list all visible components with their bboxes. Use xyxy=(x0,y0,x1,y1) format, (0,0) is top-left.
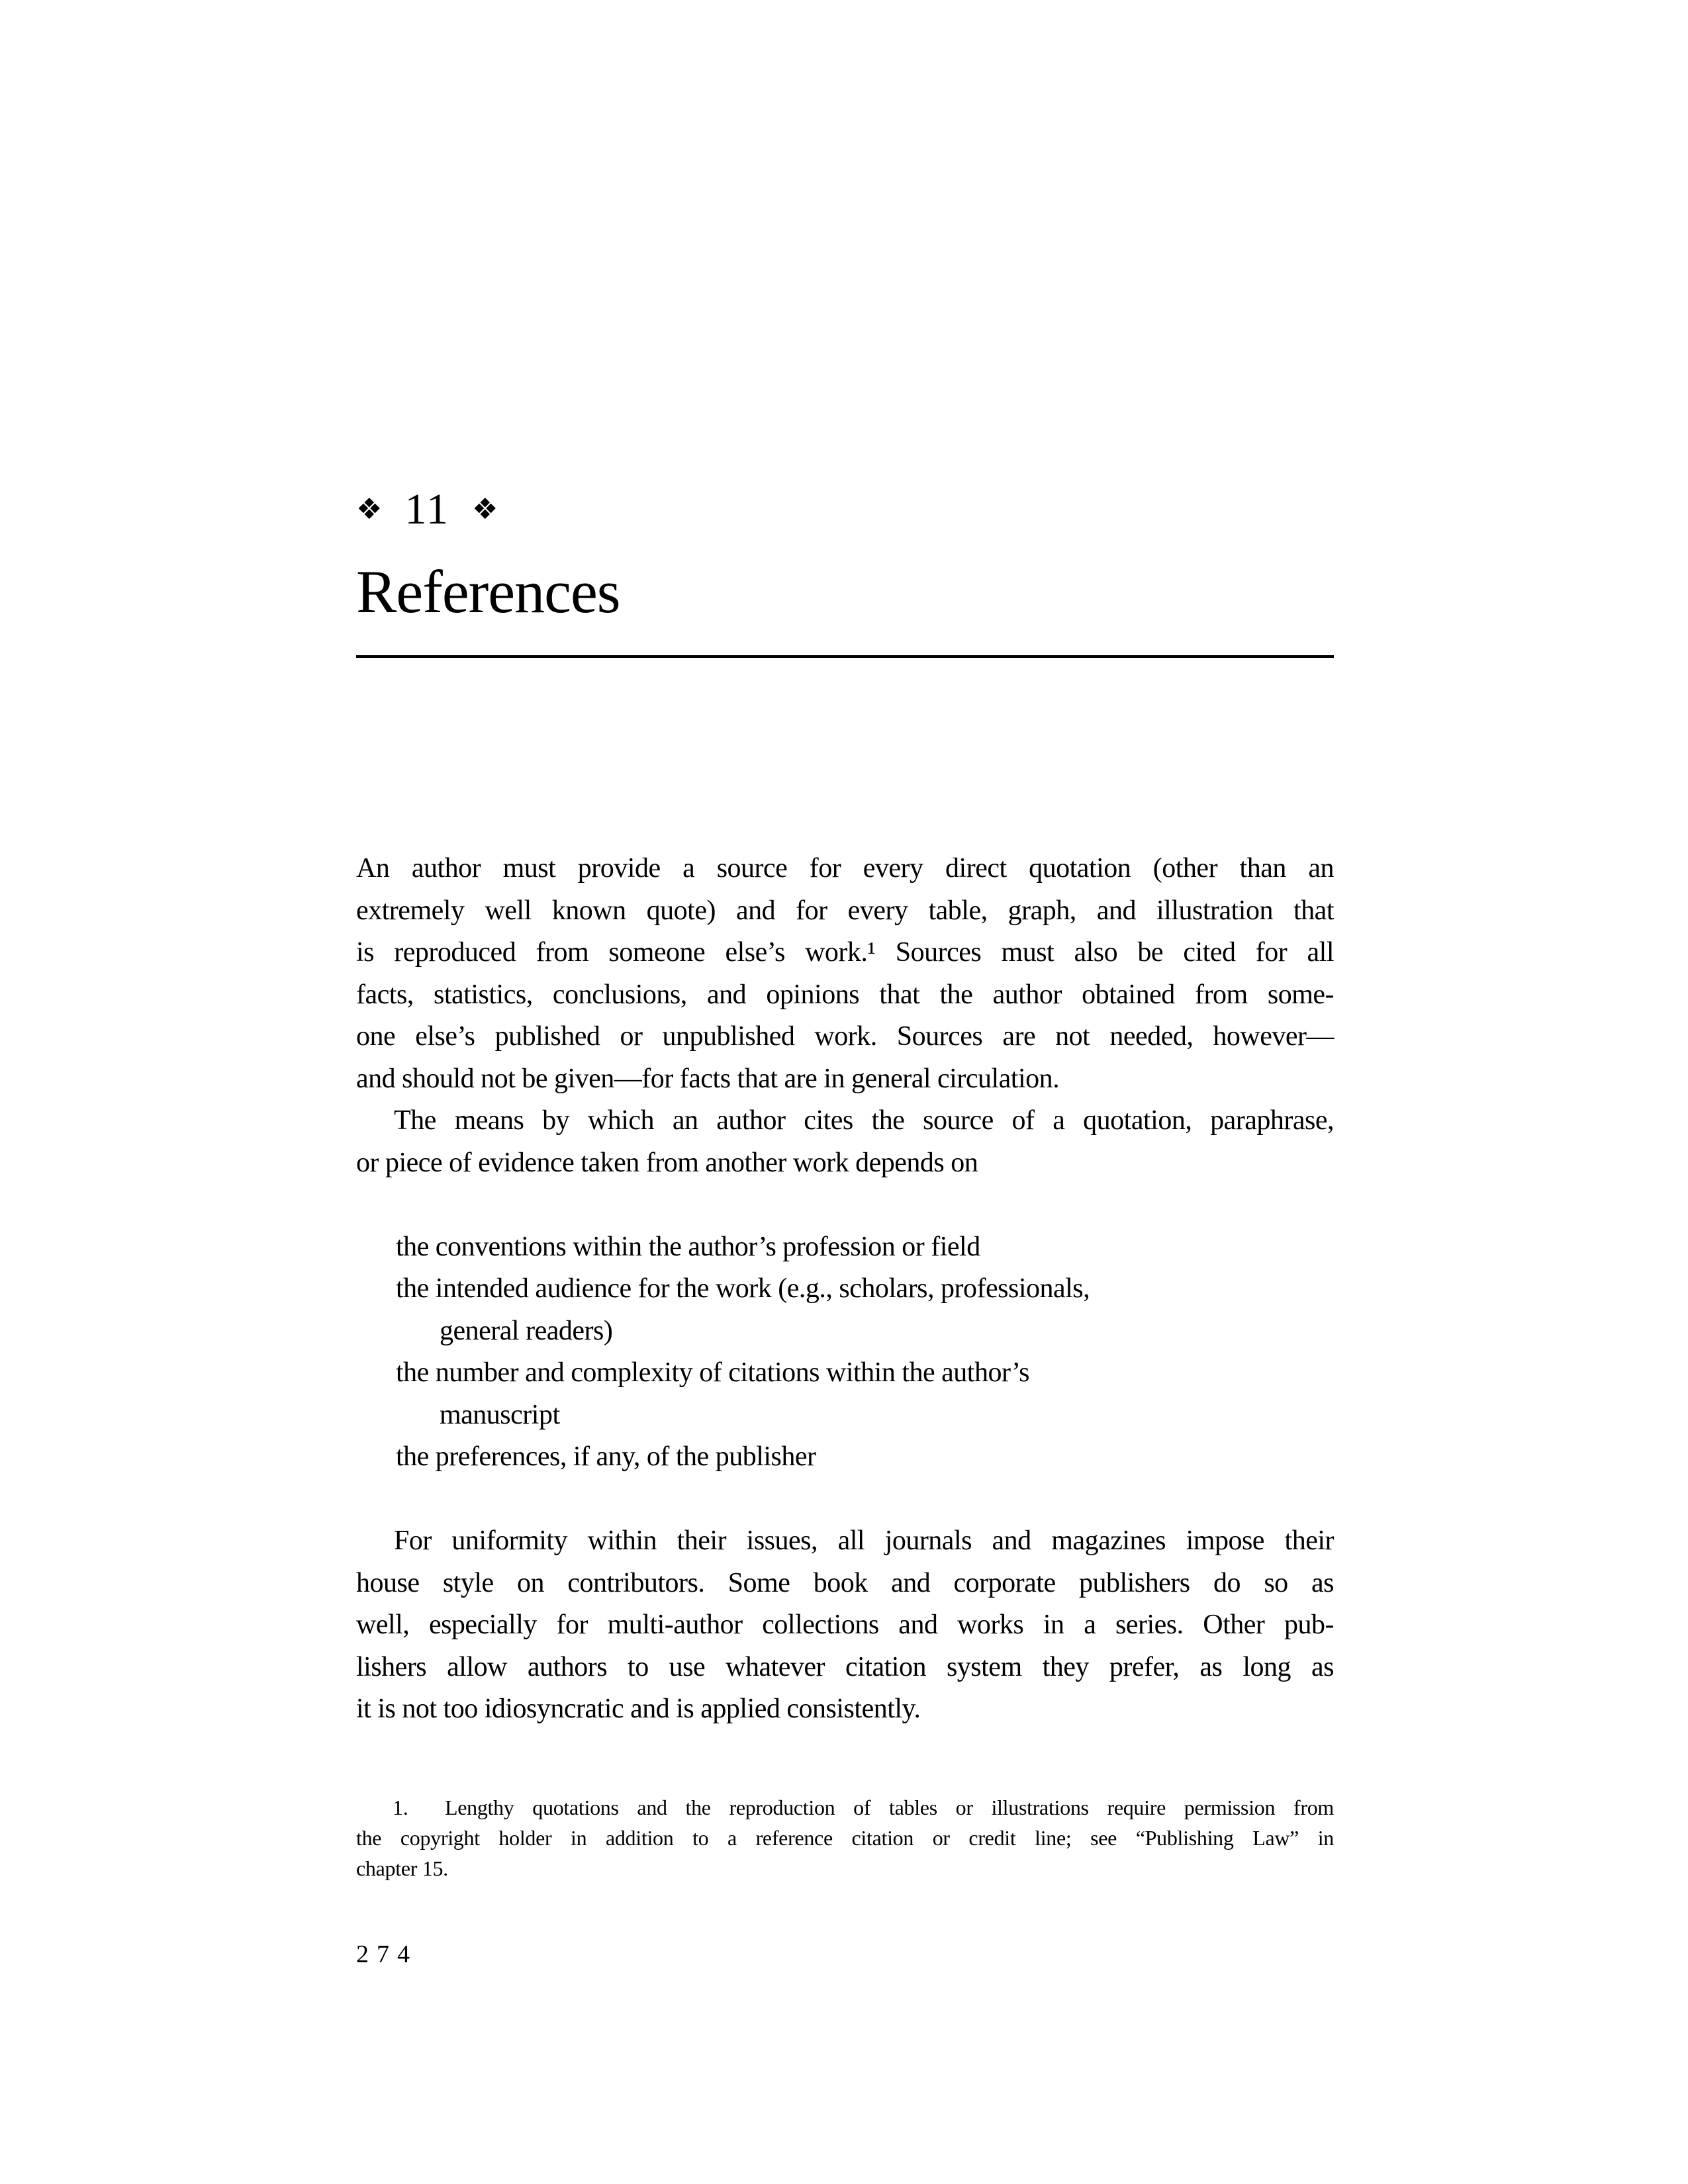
text-line: For uniformity within their issues, all journals and magazines impose their xyxy=(394,1525,1334,1556)
text-line: is reproduced from someone else’s work.¹ Sources must also be cited for all xyxy=(356,937,1334,968)
text-line xyxy=(356,1184,1334,1226)
text-line: the conventions within the author’s profession or field xyxy=(396,1231,980,1262)
text-line: house style on contributors. Some book and corporate publishers do so as xyxy=(356,1567,1334,1598)
text-line: it is not too idiosyncratic and is applied consistently. xyxy=(356,1694,921,1724)
text-line: or piece of evidence taken from another work depends on xyxy=(356,1147,978,1178)
title-rule xyxy=(356,655,1334,658)
text-line: manuscript xyxy=(440,1399,560,1430)
text-line: facts, statistics, conclusions, and opinions that the author obtained from some- xyxy=(356,979,1334,1010)
text-line: the number and complexity of citations within the author’s xyxy=(396,1357,1030,1388)
text-line: The means by which an author cites the source of a quotation, paraphrase, xyxy=(394,1105,1334,1136)
text-line: extremely well known quote) and for every table, graph, and illustration that xyxy=(356,895,1334,926)
body-text xyxy=(356,848,1334,1731)
text-line: well, especially for multi-author collections and works in a series. Other pub- xyxy=(356,1610,1334,1640)
chapter-number: 11 xyxy=(404,485,450,533)
footnote-line: 1. Lengthy quotations and the reproduction of tables or illustrations require permission from xyxy=(393,1796,1334,1819)
footnote-line: the copyright holder in addition to a reference citation or credit line; see “Publishing Law” in xyxy=(356,1826,1334,1850)
text-line: general readers) xyxy=(440,1315,613,1346)
footnote xyxy=(356,1792,1334,1884)
text-line xyxy=(356,1479,1334,1521)
chapter-heading xyxy=(356,485,1334,533)
text-line: lishers allow authors to use whatever citation system they prefer, as long as xyxy=(356,1651,1334,1682)
text-line: the intended audience for the work (e.g., scholars, professionals, xyxy=(396,1273,1090,1304)
diamond-ornament-icon: ❖ xyxy=(472,492,498,526)
text-line: An author must provide a source for every direct quotation (other than an xyxy=(356,853,1334,884)
text-line: and should not be given—for facts that are in general circulation. xyxy=(356,1063,1060,1094)
footnote-line: chapter 15. xyxy=(356,1856,448,1880)
page-number: 274 xyxy=(356,1940,418,1968)
chapter-title: References xyxy=(356,558,620,625)
diamond-ornament-icon: ❖ xyxy=(356,492,383,526)
text-line: one else’s published or unpublished work. Sources are not needed, however— xyxy=(356,1021,1334,1052)
text-line: the preferences, if any, of the publisher xyxy=(396,1441,816,1472)
